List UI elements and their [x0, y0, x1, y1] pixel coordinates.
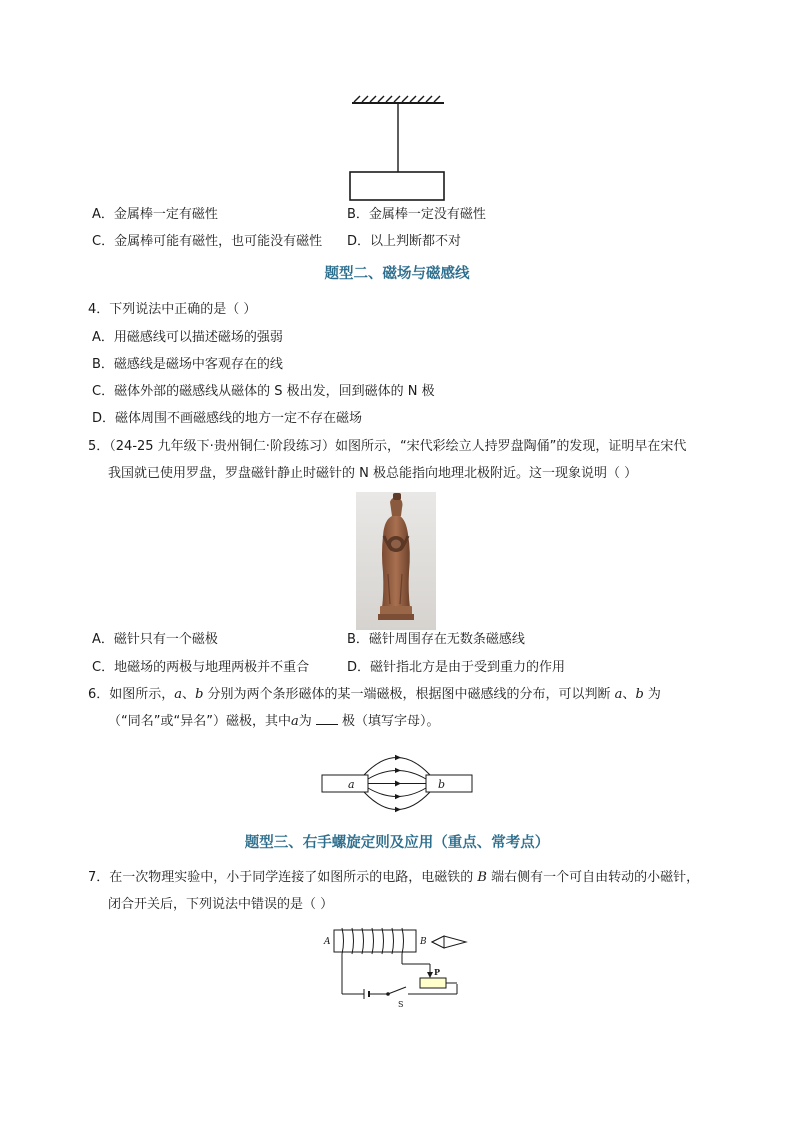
q3-option-d: D．以上判断都不对: [347, 234, 462, 249]
q5-stem-line2: 我国就已使用罗盘，罗盘磁针静止时磁针的 N 极总能指向地理北极附近。这一现象说明（ ）: [108, 466, 638, 481]
q6-stem-line1: [88, 685, 661, 705]
q7-var-b: B: [477, 870, 487, 885]
q6-var-b: b: [195, 687, 204, 702]
q6-var-a: a: [174, 687, 183, 702]
q5-stem-line1: 5．（24-25 九年级下·贵州铜仁·阶段练习）如图所示，“宋代彩绘立人持罗盘陶俑”的发现，证明早在宋代: [88, 439, 687, 454]
q7-text: 端右侧有一个可自由转动的小磁针，: [486, 870, 700, 885]
label-s: S: [398, 1000, 404, 1009]
answer-blank[interactable]: [316, 712, 338, 725]
q4-option-b: B．磁感线是磁场中客观存在的线: [92, 357, 283, 372]
label-p: P: [434, 967, 441, 977]
q5-option-b: B．磁针周围存在无数条磁感线: [347, 632, 525, 647]
q3-option-b: B．金属棒一定没有磁性: [347, 207, 486, 222]
q6-var-a: a: [614, 687, 623, 702]
label-b: B: [420, 937, 427, 947]
label-a: A: [324, 937, 331, 947]
q6-text: 分别为两个条形磁体的某一端磁极，根据图中磁感线的分布，可以判断: [203, 687, 615, 702]
q6-text: （“同名”或“异名”）磁极，其中: [108, 714, 291, 729]
q6-text: 为: [298, 714, 316, 729]
q3-option-a: A．金属棒一定有磁性: [92, 207, 218, 222]
q6-sep: 、: [622, 687, 636, 702]
q7-stem-line2: 闭合开关后，下列说法中错误的是（ ）: [108, 897, 334, 912]
q7-stem-line1: [88, 868, 699, 888]
q7-text: 7．在一次物理实验中，小于同学连接了如图所示的电路，电磁铁的: [88, 870, 478, 885]
q3-option-c: C．金属棒可能有磁性，也可能没有磁性: [92, 234, 323, 249]
q4-option-d: D．磁体周围不画磁感线的地方一定不存在磁场: [92, 411, 363, 426]
q6-sep: 、: [182, 687, 196, 702]
q4-stem: 4．下列说法中正确的是（ ）: [88, 302, 257, 317]
fig-label-a: a: [348, 778, 355, 791]
q6-var-a: a: [290, 714, 299, 729]
q5-option-d: D．磁针指北方是由于受到重力的作用: [347, 660, 566, 675]
pottery-figurine-photo: [356, 492, 436, 630]
q4-option-a: A．用磁感线可以描述磁场的强弱: [92, 330, 283, 345]
q6-text: 极（填写字母）。: [337, 714, 440, 729]
q6-text: 6．如图所示，: [88, 687, 175, 702]
q5-option-a: A．磁针只有一个磁极: [92, 632, 218, 647]
suspended-rod-figure: [340, 92, 460, 204]
section-heading-3: 题型三、右手螺旋定则及应用（重点、常考点）: [244, 835, 550, 851]
fig-label-b: b: [438, 778, 446, 791]
q6-text: 为: [643, 687, 661, 702]
q4-option-c: C．磁体外部的磁感线从磁体的 S 极出发，回到磁体的 N 极: [92, 384, 435, 399]
electromagnet-circuit-figure: [320, 920, 480, 1010]
magnetic-field-figure: [318, 742, 478, 828]
q6-stem-line2: [108, 712, 440, 732]
q6-var-b: b: [635, 687, 644, 702]
q5-option-c: C．地磁场的两极与地理两极并不重合: [92, 660, 310, 675]
section-heading-2: 题型二、磁场与磁感线: [324, 266, 470, 282]
